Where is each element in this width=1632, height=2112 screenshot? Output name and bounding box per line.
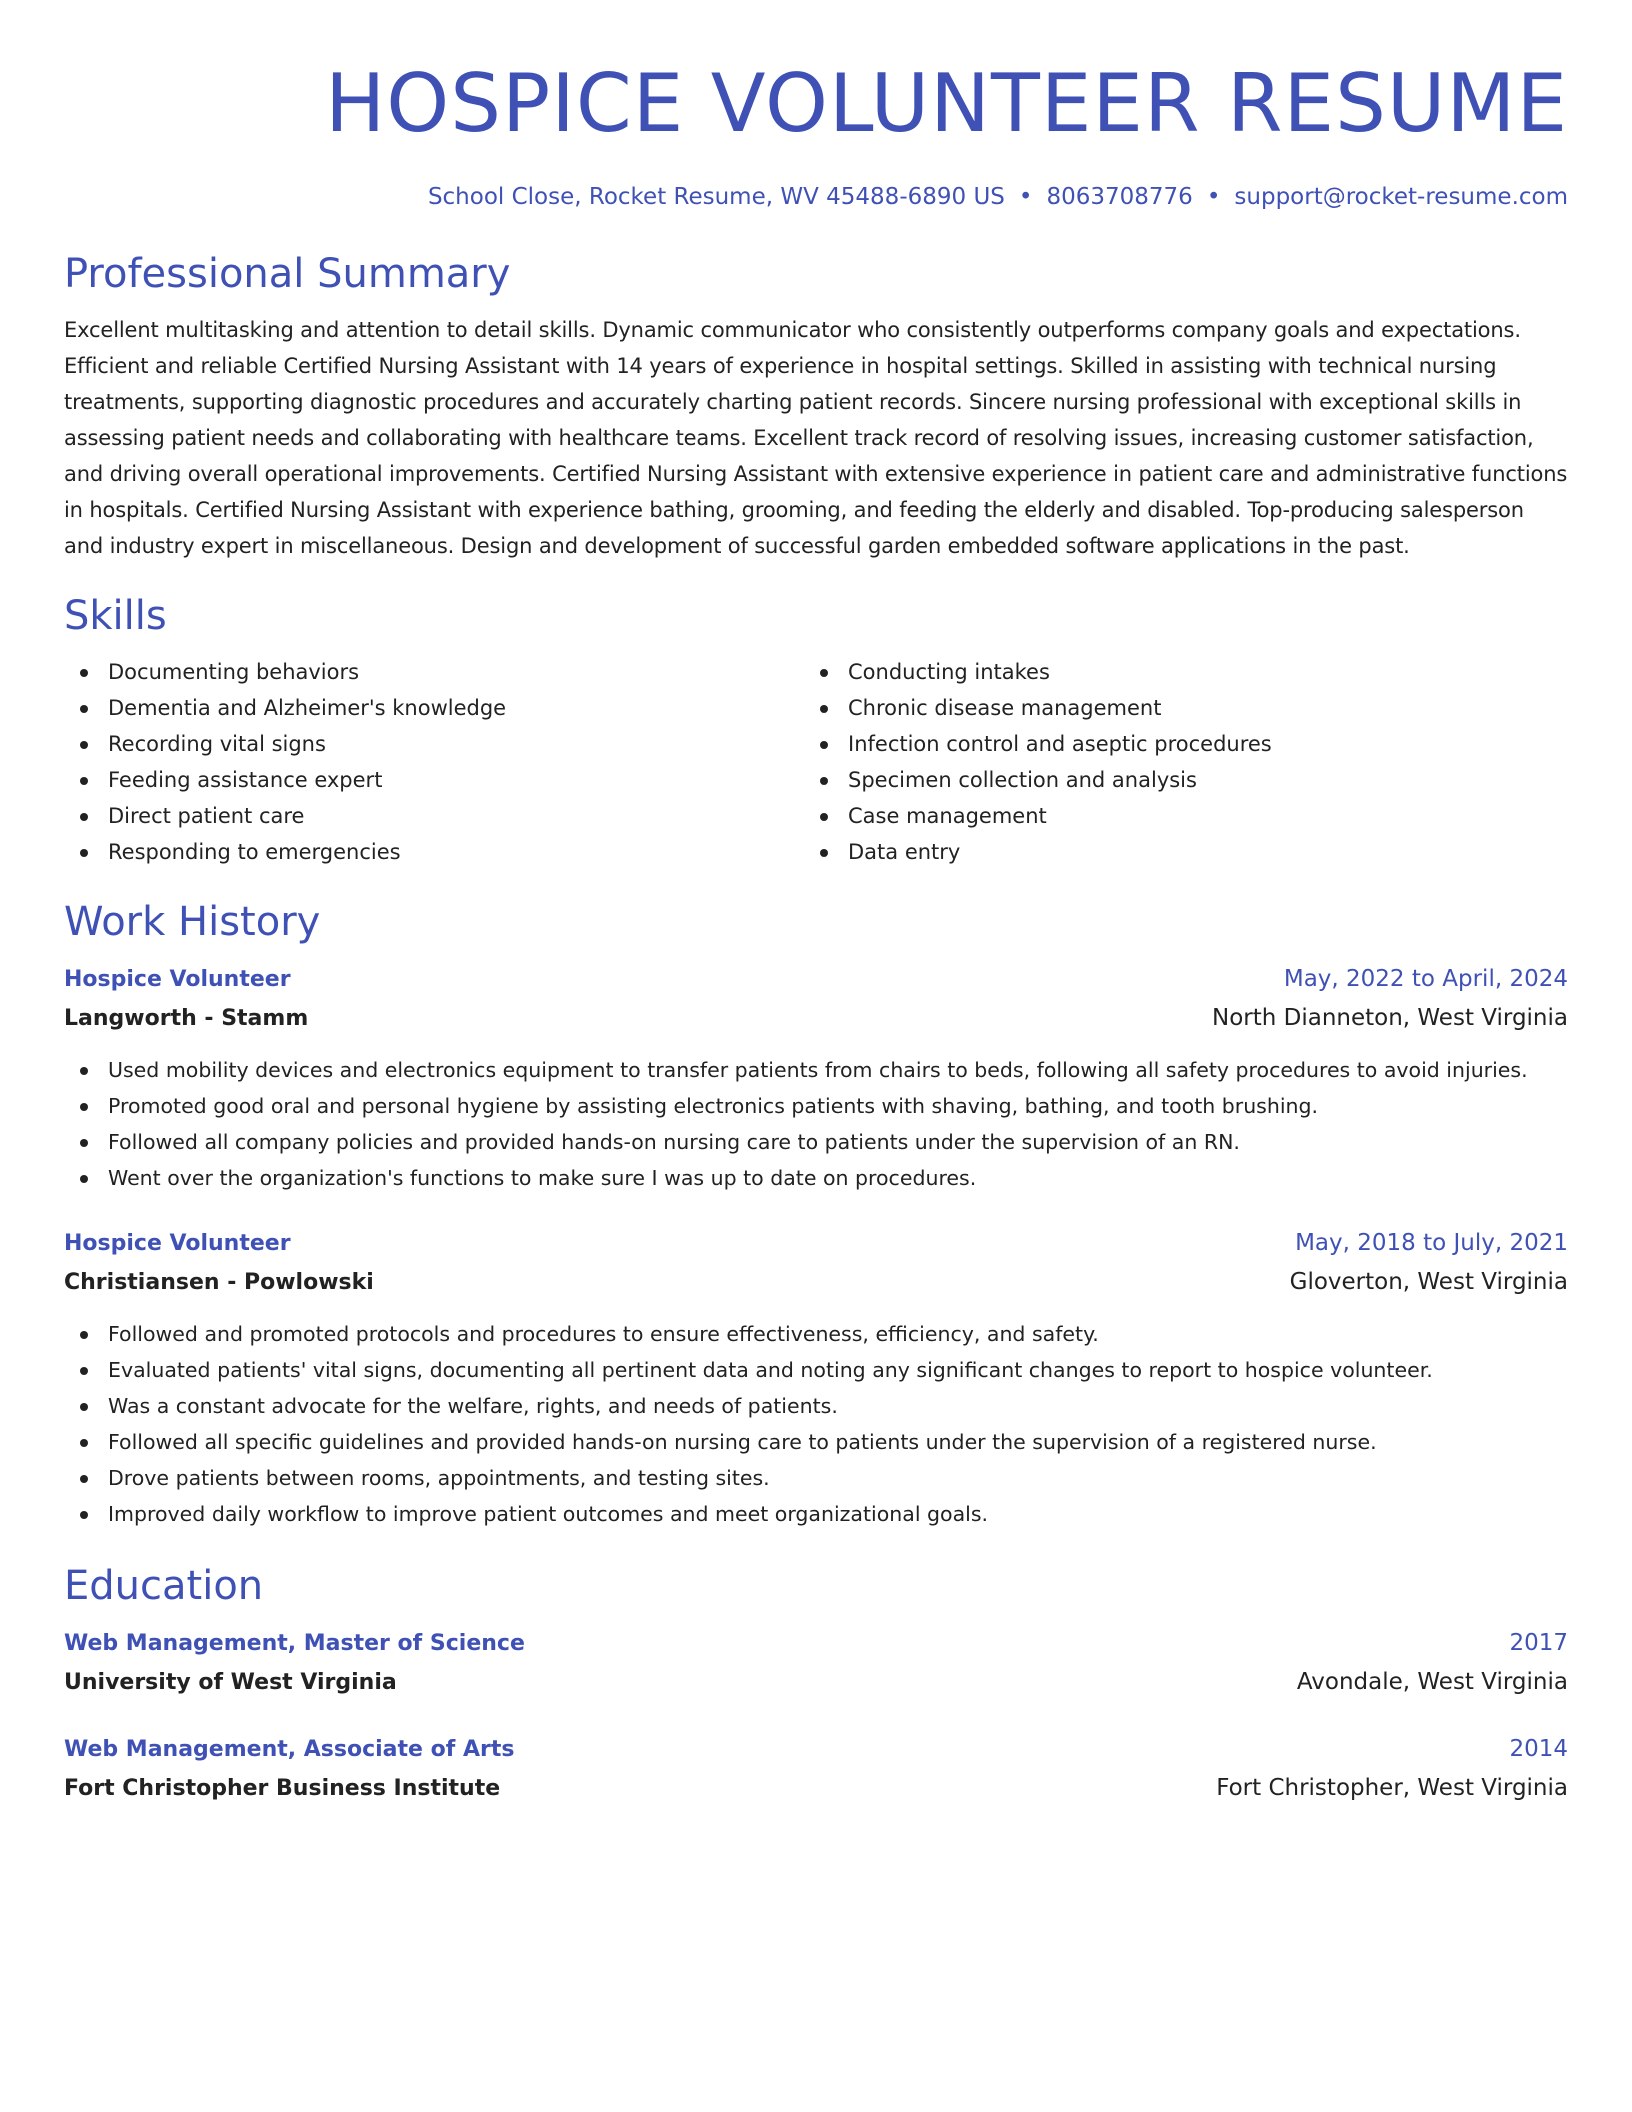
job-bullet: Followed all specific guidelines and provided hands-on nursing care to patients under the supervision of a registered nurse. (108, 1424, 1568, 1460)
skill-item: Chronic disease management (848, 690, 1544, 726)
resume-title: HOSPICE VOLUNTEER RESUME (325, 57, 1568, 150)
education-school-row (64, 1663, 1568, 1702)
education-entry (64, 1624, 1568, 1702)
section-title-education: Education (64, 1563, 264, 1609)
education-year: 2017 (1509, 1630, 1568, 1656)
job-header-row (64, 1224, 1568, 1263)
job-bullet: Evaluated patients' vital signs, documenting all pertinent data and noting any significant changes to report to hospice volunteer. (108, 1352, 1568, 1388)
education-header-row (64, 1730, 1568, 1769)
education-degree: Web Management, Associate of Arts (64, 1737, 515, 1762)
job-bullet: Used mobility devices and electronics equipment to transfer patients from chairs to beds, following all safety procedures to avoid injuries. (108, 1052, 1568, 1088)
skills-list-right (804, 654, 1544, 870)
skill-item: Infection control and aseptic procedures (848, 726, 1544, 762)
section-title-skills: Skills (64, 593, 167, 639)
skills-grid (64, 654, 1568, 870)
education-section (64, 1560, 1568, 1808)
job-bullet: Went over the organization's functions to make sure I was up to date on procedures. (108, 1160, 1568, 1196)
job-bullet: Followed all company policies and provided hands-on nursing care to patients under the supervision of an RN. (108, 1124, 1568, 1160)
job-entry (64, 1224, 1568, 1532)
skill-item: Responding to emergencies (108, 834, 804, 870)
section-title-work-history: Work History (64, 899, 321, 945)
job-entry (64, 960, 1568, 1196)
resume-header (64, 50, 1568, 212)
section-title-summary: Professional Summary (64, 251, 511, 297)
job-bullet: Followed and promoted protocols and procedures to ensure effectiveness, efficiency, and safety. (108, 1316, 1568, 1352)
contact-separator: • (1206, 184, 1221, 210)
job-dates: May, 2018 to July, 2021 (1295, 1230, 1568, 1256)
job-employer-row (64, 999, 1568, 1038)
job-bullet: Improved daily workflow to improve patient outcomes and meet organizational goals. (108, 1496, 1568, 1532)
skills-column-left (64, 654, 804, 870)
job-employer-row (64, 1263, 1568, 1302)
education-school-row (64, 1769, 1568, 1808)
job-header-row (64, 960, 1568, 999)
job-bullets (64, 1052, 1568, 1196)
skill-item: Specimen collection and analysis (848, 762, 1544, 798)
skill-item: Case management (848, 798, 1544, 834)
skills-list-left (64, 654, 804, 870)
skills-section (64, 590, 1568, 870)
job-employer: Langworth - Stamm (64, 1006, 309, 1031)
job-location: Gloverton, West Virginia (1289, 1269, 1568, 1295)
skills-column-right (804, 654, 1544, 870)
skill-item: Dementia and Alzheimer's knowledge (108, 690, 804, 726)
job-location: North Dianneton, West Virginia (1211, 1005, 1568, 1031)
job-dates: May, 2022 to April, 2024 (1283, 966, 1568, 992)
skill-item: Recording vital signs (108, 726, 804, 762)
contact-address: School Close, Rocket Resume, WV 45488-6890 US (427, 184, 1005, 210)
education-school: Fort Christopher Business Institute (64, 1776, 501, 1801)
skill-item: Documenting behaviors (108, 654, 804, 690)
skill-item: Direct patient care (108, 798, 804, 834)
contact-phone: 8063708776 (1046, 184, 1193, 210)
summary-section (64, 248, 1568, 564)
contact-email: support@rocket-resume.com (1234, 184, 1568, 210)
job-bullet: Was a constant advocate for the welfare, rights, and needs of patients. (108, 1388, 1568, 1424)
skill-item: Feeding assistance expert (108, 762, 804, 798)
job-bullet: Drove patients between rooms, appointments, and testing sites. (108, 1460, 1568, 1496)
job-bullets (64, 1316, 1568, 1532)
skill-item: Data entry (848, 834, 1544, 870)
education-entry (64, 1730, 1568, 1808)
contact-line (64, 182, 1568, 212)
education-location: Fort Christopher, West Virginia (1216, 1775, 1568, 1801)
work-history-section (64, 896, 1568, 1532)
contact-separator: • (1018, 184, 1033, 210)
education-school: University of West Virginia (64, 1670, 397, 1695)
skill-item: Conducting intakes (848, 654, 1544, 690)
education-header-row (64, 1624, 1568, 1663)
job-employer: Christiansen - Powlowski (64, 1270, 374, 1295)
job-role: Hospice Volunteer (64, 1231, 291, 1256)
education-year: 2014 (1509, 1736, 1568, 1762)
job-role: Hospice Volunteer (64, 967, 291, 992)
job-bullet: Promoted good oral and personal hygiene by assisting electronics patients with shaving, bathing, and tooth brushing. (108, 1088, 1568, 1124)
summary-text: Excellent multitasking and attention to detail skills. Dynamic communicator who consistently outperforms company goals and expectations. Efficient and reliable Certified Nursing Assistant with 14 years of experience in hospital settings. Skilled in assisting with technical nursing treatments, supporting diagnostic procedures and accurately charting patient records. Sincere nursing professional with exceptional skills in assessing patient needs and collaborating with healthcare teams. Excellent track record of resolving issues, increasing customer satisfaction, and driving overall operational improvements. Certified Nursing Assistant with extensive experience in patient care and administrative functions in hospitals. Certified Nursing Assistant with experience bathing, grooming, and feeding the elderly and disabled. Top-producing salesperson and industry expert in miscellaneous. Design and development of successful garden embedded software applications in the past. (64, 318, 1568, 558)
education-location: Avondale, West Virginia (1296, 1669, 1568, 1695)
education-degree: Web Management, Master of Science (64, 1631, 525, 1656)
